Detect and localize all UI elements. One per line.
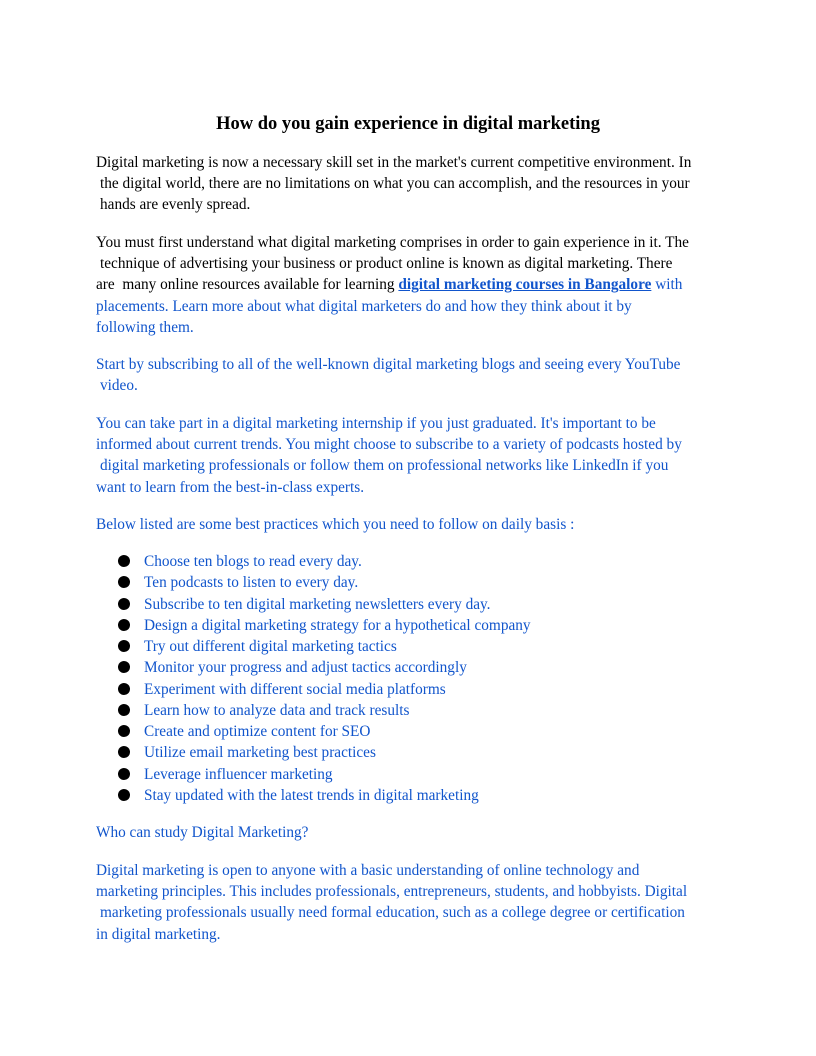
paragraph-line: Digital marketing is open to anyone with a basic understanding of online technology and xyxy=(96,862,640,879)
paragraph-line: technique of advertising your business or product online is known as digital marketing. There xyxy=(100,255,673,273)
list-item-text: Create and optimize content for SEO xyxy=(144,723,371,740)
list-item-text: Leverage influencer marketing xyxy=(144,765,333,783)
list-item-text: Stay updated with the latest trends in digital marketing xyxy=(144,786,479,804)
best-practices-intro xyxy=(96,514,726,535)
paragraph-text: are many online resources available for learning xyxy=(96,276,399,294)
bullet-icon xyxy=(118,704,130,716)
bullet-icon xyxy=(118,661,130,673)
paragraph-line: marketing principles. This includes professionals, entrepreneurs, students, and hobbyists. Digital xyxy=(96,883,688,901)
bullet-icon xyxy=(118,555,130,567)
paragraph-line: marketing professionals usually need formal education, such as a college degree or certification xyxy=(100,904,685,922)
list-item-text: Subscribe to ten digital marketing newsletters every day. xyxy=(144,595,491,613)
paragraph-text: with xyxy=(651,276,683,294)
page-title: How do you gain experience in digital marketing xyxy=(216,114,600,134)
bullet-icon xyxy=(118,576,130,588)
paragraph-line: You can take part in a digital marketing internship if you just graduated. It's important to be xyxy=(96,415,656,432)
bullet-icon xyxy=(118,683,130,695)
bullet-icon xyxy=(118,789,130,801)
blogs-paragraph xyxy=(96,354,726,396)
paragraph-line: following them. xyxy=(96,318,194,336)
paragraph-line: want to learn from the best-in-class experts. xyxy=(96,478,365,496)
paragraph-line-with-link xyxy=(96,274,726,295)
understanding-paragraph xyxy=(96,232,726,338)
intro-paragraph xyxy=(96,152,726,216)
paragraph-line: Who can study Digital Marketing? xyxy=(96,824,309,841)
list-item xyxy=(118,615,531,636)
paragraph-line: the digital world, there are no limitations on what you can accomplish, and the resources in your xyxy=(100,175,690,193)
list-item xyxy=(118,785,531,806)
paragraph-line: You must first understand what digital marketing comprises in order to gain experience in it. The xyxy=(96,234,689,251)
list-item xyxy=(118,551,531,572)
paragraph-line: video. xyxy=(100,377,138,395)
list-item xyxy=(118,679,531,700)
internship-paragraph xyxy=(96,413,726,498)
list-item-text: Utilize email marketing best practices xyxy=(144,744,376,762)
list-item-text: Experiment with different social media platforms xyxy=(144,680,446,698)
bullet-icon xyxy=(118,768,130,780)
list-item xyxy=(118,572,531,593)
courses-link[interactable]: digital marketing courses in Bangalore xyxy=(398,276,652,294)
bullet-icon xyxy=(118,619,130,631)
bullet-icon xyxy=(118,598,130,610)
list-item-text: Learn how to analyze data and track results xyxy=(144,701,410,719)
list-item xyxy=(118,742,531,763)
best-practices-list xyxy=(118,551,531,806)
bullet-icon xyxy=(118,746,130,758)
bullet-icon xyxy=(118,640,130,652)
list-item xyxy=(118,594,531,615)
list-item-text: Ten podcasts to listen to every day. xyxy=(144,574,359,592)
paragraph-line: Digital marketing is now a necessary skill set in the market's current competitive environment. In xyxy=(96,154,692,171)
who-can-study-heading xyxy=(96,822,726,843)
paragraph-line: in digital marketing. xyxy=(96,925,221,943)
list-item-text: Monitor your progress and adjust tactics accordingly xyxy=(144,659,467,677)
bullet-icon xyxy=(118,725,130,737)
paragraph-line: Below listed are some best practices which you need to follow on daily basis : xyxy=(96,516,575,533)
paragraph-line: placements. Learn more about what digital marketers do and how they think about it by xyxy=(96,297,632,315)
list-item xyxy=(118,721,531,742)
list-item xyxy=(118,764,531,785)
list-item-text: Try out different digital marketing tactics xyxy=(144,638,397,655)
list-item xyxy=(118,700,531,721)
paragraph-line: informed about current trends. You might choose to subscribe to a variety of podcasts hosted by xyxy=(96,436,682,454)
paragraph-line: digital marketing professionals or follow them on professional networks like LinkedIn if you xyxy=(100,457,669,475)
list-item-text: Choose ten blogs to read every day. xyxy=(144,553,362,570)
paragraph-line: Start by subscribing to all of the well-known digital marketing blogs and seeing every YouTube xyxy=(96,356,681,373)
list-item-text: Design a digital marketing strategy for a hypothetical company xyxy=(144,616,531,634)
paragraph-line: hands are evenly spread. xyxy=(100,196,251,214)
list-item xyxy=(118,636,531,657)
list-item xyxy=(118,657,531,678)
who-can-study-paragraph xyxy=(96,860,726,945)
